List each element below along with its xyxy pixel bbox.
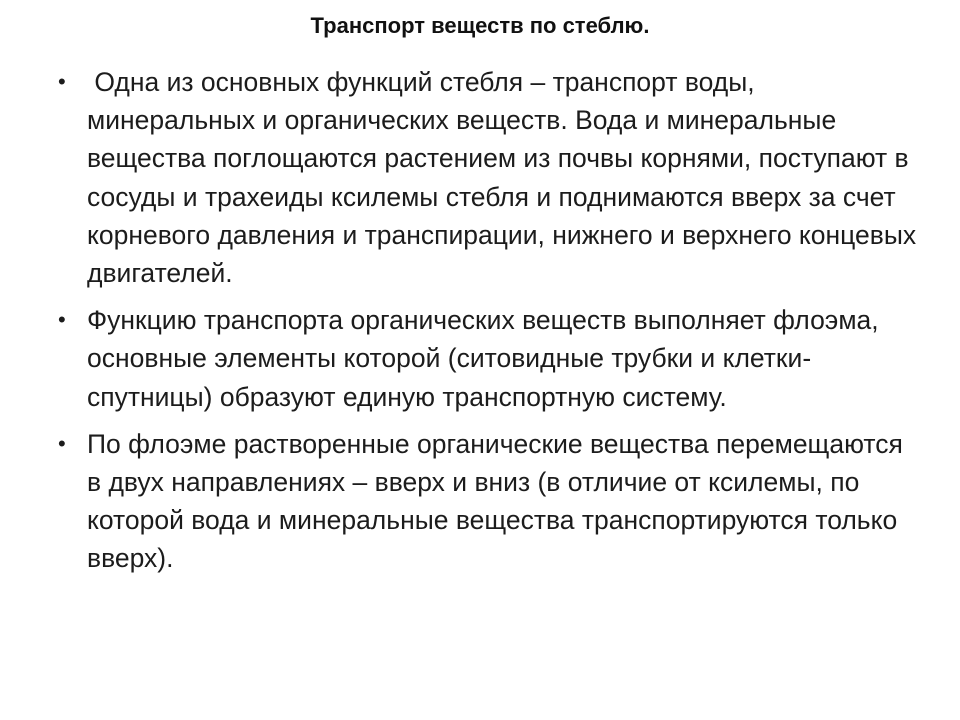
bullet-text: Одна из основных функций стебля – транспорт воды, минеральных и органических веществ. Вода и минеральные вещества поглощаются растением из почвы корнями, поступают в сосуды и трахеиды ксилемы стебля и поднимаются вверх за счет корневого давления и транспирации, нижнего и верхнего концевых двигателей. [87, 67, 924, 289]
bullet-item [58, 301, 918, 416]
bullet-text: Функцию транспорта органических веществ выполняет флоэма, основные элементы которой (ситовидные трубки и клетки-спутницы) образуют единую транспортную систему. [87, 305, 879, 412]
bullet-item [58, 63, 924, 292]
bullet-dot-icon: • [58, 69, 66, 94]
bullet-text: По флоэме растворенные органические вещества перемещаются в двух направлениях – вверх и вниз (в отличие от ксилемы, по которой вода и минеральные вещества транспортируются только вверх). [87, 428, 903, 574]
bullet-item [58, 425, 918, 578]
slide-title: Транспорт веществ по стеблю. [310, 13, 650, 38]
bullet-list [58, 63, 924, 587]
bullet-dot-icon: • [58, 307, 66, 333]
bullet-dot-icon: • [58, 430, 66, 456]
